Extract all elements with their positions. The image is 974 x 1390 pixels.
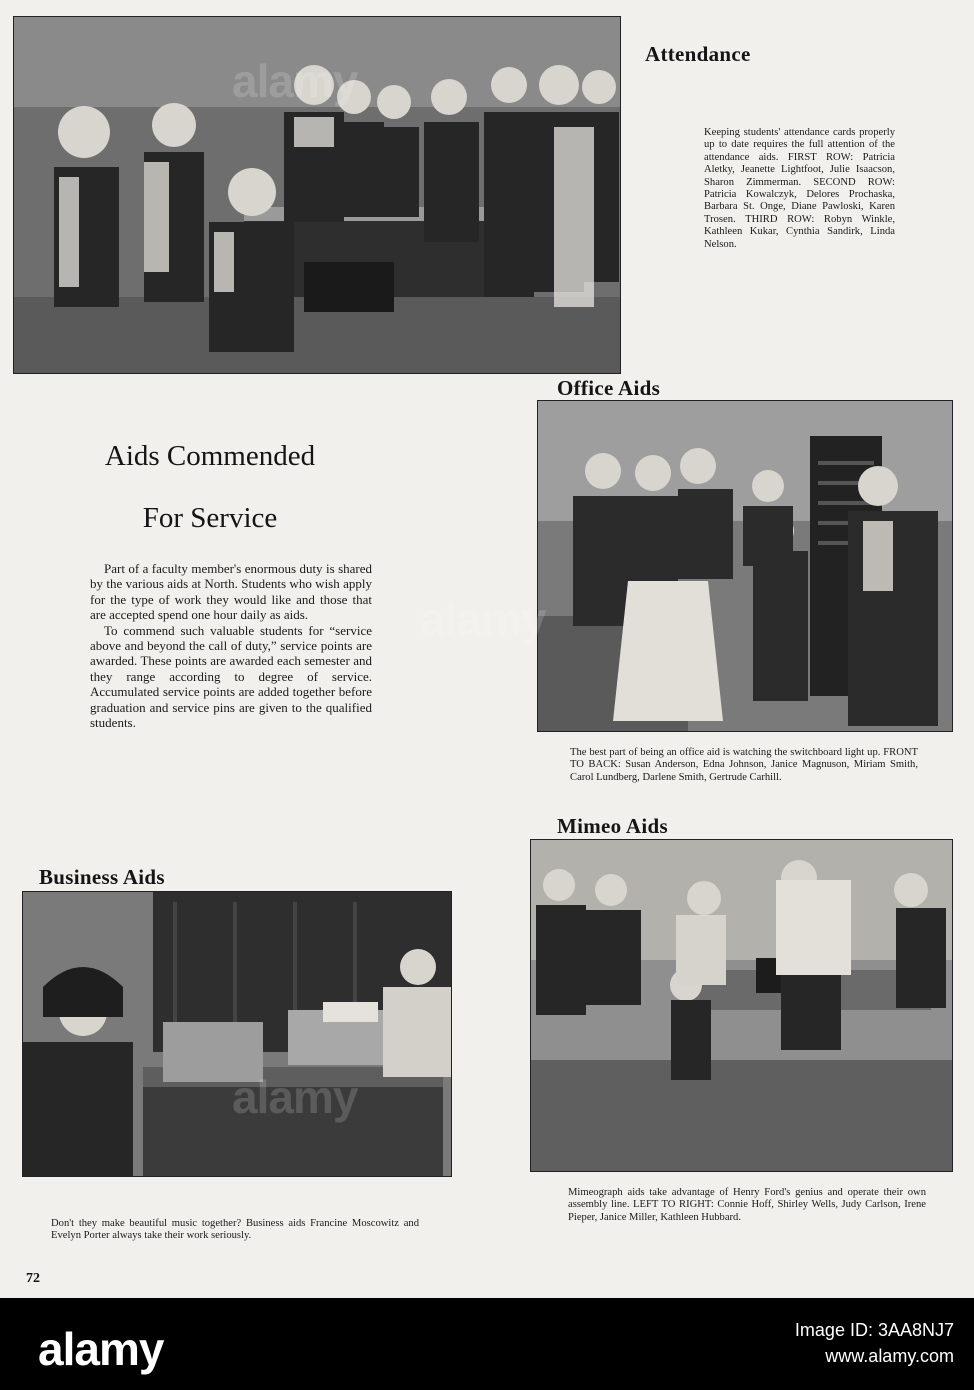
mimeo-aids-photo [530, 839, 953, 1172]
office-aids-photo-image [538, 401, 952, 731]
headline-line-1: Aids Commended [104, 440, 316, 472]
page-headline [60, 425, 360, 549]
footer-logo: alamy [38, 1323, 164, 1375]
mimeo-aids-photo-image [531, 840, 952, 1171]
business-aids-caption: Don't they make beautiful music together? Business aids Francine Moscowitz and Evelyn Porter always take their work seriously. [51, 1218, 419, 1242]
mimeo-aids-title: Mimeo Aids [557, 814, 668, 838]
attendance-caption: Keeping students' attendance cards properly up to date requires the full attention of the attendance aids. FIRST ROW: Patricia Aletky, Jeanette Lightfoot, Julie Isaacson, Sharon Zimmerman. SECOND ROW: Patricia Kowalczyk, Delores Prochaska, Barbara St. Onge, Diane Pawloski, Karen Trosen. THIRD ROW: Robyn Winkle, Kathleen Kukar, Cynthia Sandirk, Linda Nelson. [704, 127, 895, 250]
body-paragraph-1: Part of a faculty member's enormous duty is shared by the various aids at North. Students who wish apply for the type of work they would like and those that are accepted spend one hour daily as aids. [90, 561, 372, 623]
footer-url: www.alamy.com [825, 1346, 954, 1366]
mimeo-aids-caption: Mimeograph aids take advantage of Henry Ford's genius and operate their own assembly line. LEFT TO RIGHT: Connie Hoff, Shirley Wells, Judy Carlson, Irene Pieper, Janice Miller, Kathleen Hubbard. [568, 1187, 926, 1223]
business-aids-photo [22, 891, 452, 1177]
attendance-photo [13, 16, 621, 374]
footer-image-id: Image ID: 3AA8NJ7 [794, 1320, 954, 1340]
office-aids-caption: The best part of being an office aid is watching the switchboard light up. FRONT TO BACK: Susan Anderson, Edna Johnson, Janice Magnuson, Miriam Smith, Carol Lundberg, Darlene Smith, Gertrude Carhill. [570, 747, 918, 783]
business-aids-title: Business Aids [39, 865, 165, 889]
office-aids-title: Office Aids [557, 376, 661, 400]
attendance-photo-image [14, 17, 620, 373]
attendance-title: Attendance [645, 42, 751, 66]
stock-footer [0, 1298, 974, 1390]
page-number: 72 [26, 1271, 40, 1286]
body-text [90, 561, 372, 730]
headline-line-2: For Service [142, 502, 278, 534]
business-aids-photo-image [23, 892, 451, 1176]
watermark-middle: alamy [420, 593, 546, 645]
office-aids-photo [537, 400, 953, 732]
body-paragraph-2: To commend such valuable students for “service above and beyond the call of duty,” service points are awarded. These points are awarded each semester and they range according to degree of service. Accumulated service points are added together before graduation and service pins are given to the qualified students. [90, 622, 372, 731]
